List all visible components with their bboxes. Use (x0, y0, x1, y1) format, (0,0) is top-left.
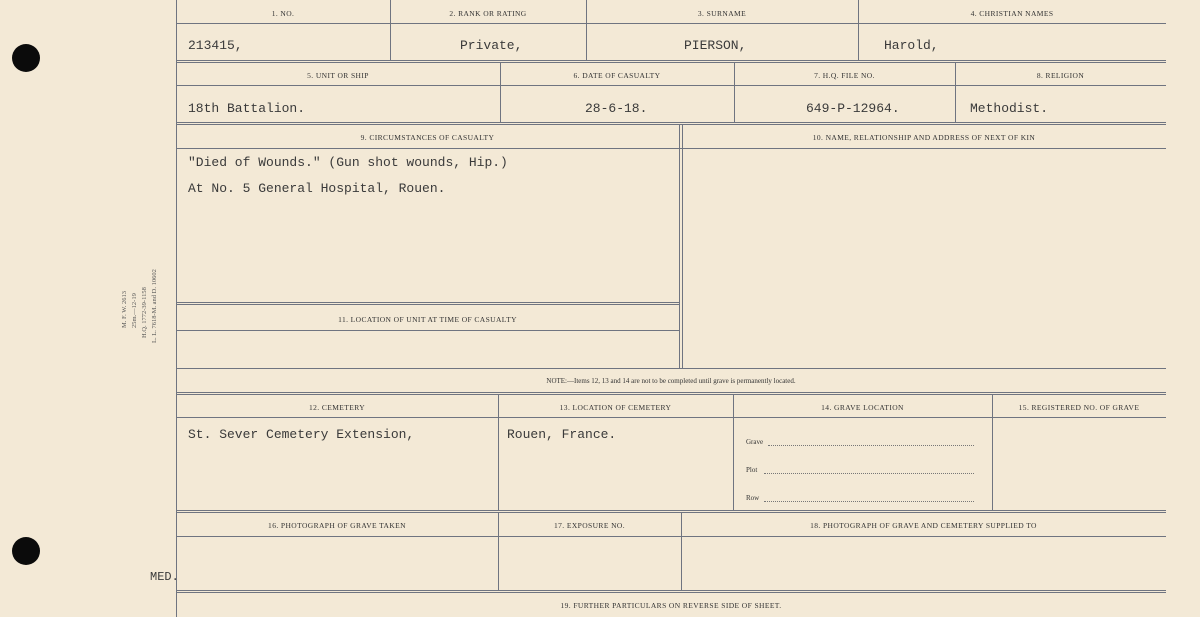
row3-sep-double-a (679, 125, 680, 368)
header-surname: 3. SURNAME (697, 9, 747, 18)
value-rank: Private, (460, 38, 523, 53)
note-text: NOTE:—Items 12, 13 and 14 are not to be completed until grave is permanently located. (546, 377, 796, 385)
row5-header-line (176, 536, 1166, 537)
side-print-line4: L. L. 7618-M. and D. 10602 (151, 269, 158, 343)
header-photo-taken: 16. PHOTOGRAPH OF GRAVE TAKEN (268, 521, 406, 530)
value-circumstances-line1: "Died of Wounds." (Gun shot wounds, Hip.) (188, 155, 508, 170)
header-exposure: 17. EXPOSURE NO. (554, 521, 625, 530)
header-grave-location: 14. GRAVE LOCATION (821, 403, 904, 412)
header-photo-supplied: 18. PHOTOGRAPH OF GRAVE AND CEMETERY SUPPLIED TO (810, 521, 1037, 530)
row1-header-line (176, 23, 1166, 24)
value-no: 213415, (188, 38, 243, 53)
header-next-of-kin: 10. NAME, RELATIONSHIP AND ADDRESS OF NEXT OF KIN (812, 133, 1036, 142)
header-christian: 4. CHRISTIAN NAMES (970, 9, 1054, 18)
value-hq: 649-P-12964. (806, 101, 900, 116)
plot-field-label: Plot (746, 466, 758, 474)
header-date: 6. DATE OF CASUALTY (573, 71, 661, 80)
value-date: 28-6-18. (585, 101, 648, 116)
row3-header-line (176, 148, 1166, 149)
row4-bottom-line (176, 510, 1166, 513)
note-bottom-line (176, 392, 1166, 395)
row4-header-line (176, 417, 1166, 418)
punch-hole-bottom (12, 537, 40, 565)
header-unit: 5. UNIT OR SHIP (307, 71, 369, 80)
row4-sep2 (733, 395, 734, 510)
row-field-label: Row (746, 494, 760, 502)
row4-sep1 (498, 395, 499, 510)
header-cemetery: 12. CEMETERY (308, 403, 366, 412)
header-registered: 15. REGISTERED NO. OF GRAVE (1018, 403, 1140, 412)
note-top-line (176, 368, 1166, 369)
header-hq: 7. H.Q. FILE NO. (814, 71, 875, 80)
header-religion: 8. RELIGION (1036, 71, 1085, 80)
header-rank: 2. RANK OR RATING (449, 9, 527, 18)
row3-sep-double-b (682, 125, 683, 368)
side-print-line1: M. F. W. 2613 (121, 290, 128, 328)
grave-field-line (768, 445, 974, 446)
row-field-line (764, 501, 974, 502)
value-med: MED. (150, 570, 179, 584)
value-cemetery: St. Sever Cemetery Extension, (188, 427, 415, 442)
header-further-particulars: 19. FURTHER PARTICULARS ON REVERSE SIDE OF SHEET. (560, 601, 782, 610)
row2-header-line (176, 85, 1166, 86)
location-unit-header-line (176, 330, 679, 331)
plot-field-line (764, 473, 974, 474)
side-print-line3: H.Q. 1772-39-1158 (141, 287, 148, 338)
row1-bottom-line (176, 60, 1166, 63)
value-religion: Methodist. (970, 101, 1049, 116)
value-christian: Harold, (884, 38, 939, 53)
header-location-cemetery: 13. LOCATION OF CEMETERY (559, 403, 672, 412)
location-unit-top-line (176, 302, 679, 305)
row4-sep3 (992, 395, 993, 510)
value-circumstances-line2: At No. 5 General Hospital, Rouen. (188, 181, 446, 196)
side-print-line2: 25m.—12-19 (131, 293, 138, 328)
row2-bottom-line (176, 122, 1166, 125)
value-unit: 18th Battalion. (188, 101, 306, 116)
header-no: 1. NO. (271, 9, 295, 18)
header-location-unit: 11. LOCATION OF UNIT AT TIME OF CASUALTY (338, 315, 517, 324)
grave-field-label: Grave (746, 438, 764, 446)
row5-bottom-line (176, 590, 1166, 593)
punch-hole-top (12, 44, 40, 72)
value-surname: PIERSON, (684, 38, 747, 53)
side-print-block (120, 258, 200, 353)
value-location-cemetery: Rouen, France. (507, 427, 617, 442)
header-circumstances: 9. CIRCUMSTANCES OF CASUALTY (360, 133, 495, 142)
